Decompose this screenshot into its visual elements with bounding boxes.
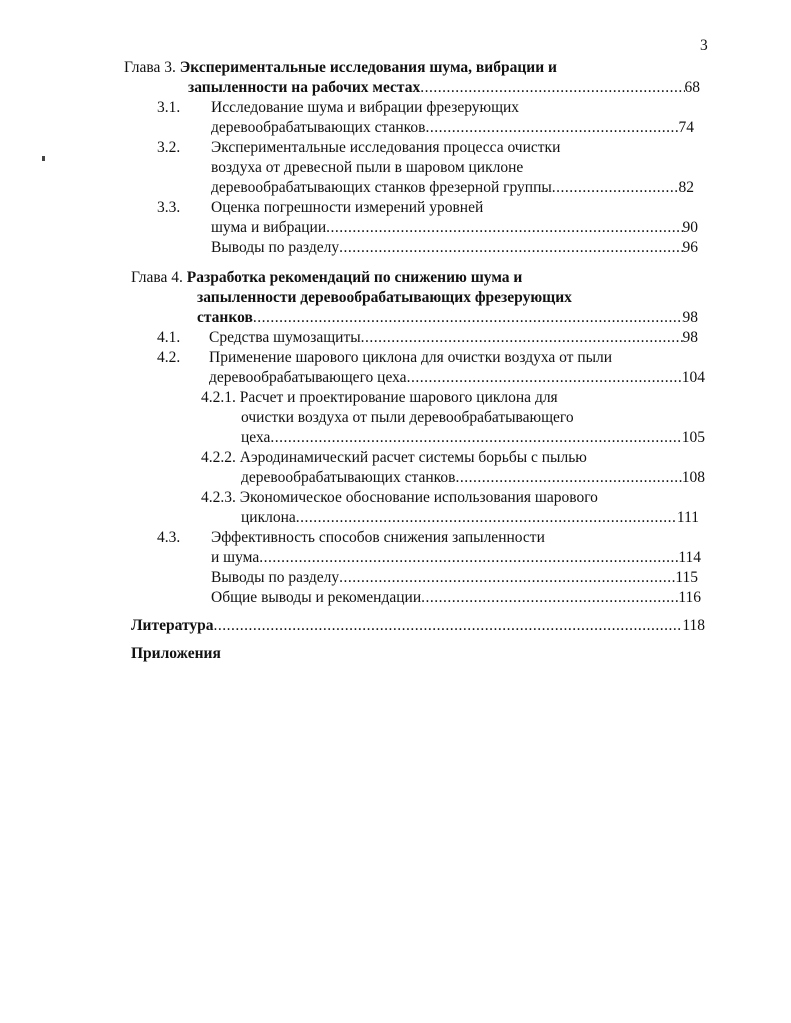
general-conclusions-page: 116 [678, 589, 701, 606]
section-4-1-title: Средства шумозащиты [209, 329, 361, 346]
section-3-1-title-line2: деревообрабатывающих станков [211, 119, 426, 136]
chapter-4-page: 98 [682, 309, 698, 326]
toc-appendices[interactable]: Приложения [131, 645, 221, 662]
section-4-3-title-line2: и шума [211, 549, 260, 566]
section-3-2-title-line1[interactable]: Экспериментальные исследования процесса очистки [211, 139, 561, 156]
section-4-2-3-title-line2: циклона [241, 509, 296, 526]
section-4-3-title-line1[interactable]: Эффективность способов снижения запыленности [211, 529, 545, 546]
toc-section-3-1-line2[interactable] [211, 118, 694, 138]
toc-section-4-2-2-line2[interactable] [241, 468, 705, 488]
toc-section-4-2-2-line1[interactable] [201, 448, 587, 468]
chapter-3-title-line2: запыленности на рабочих местах [188, 79, 421, 96]
toc-chapter-4-line3[interactable] [197, 308, 698, 328]
toc-chapter-3-line2[interactable] [188, 78, 700, 98]
leader-dots [270, 428, 681, 448]
section-4-2-page: 104 [681, 369, 705, 386]
section-3-3-title-line2: шума и вибрации [211, 219, 327, 236]
section-4-2-1-number: 4.2.1. [201, 389, 236, 406]
toc-section-4-2-3-line1[interactable] [201, 488, 598, 508]
section-3-2-page: 82 [678, 179, 694, 196]
leader-dots [552, 178, 679, 198]
toc-section-3-2-line3[interactable] [211, 178, 694, 198]
section-3-1-title-line1[interactable]: Исследование шума и вибрации фрезерующих [211, 99, 520, 116]
leader-dots [253, 308, 683, 328]
section-4-2-3-page: 111 [676, 509, 699, 526]
leader-dots [339, 568, 675, 588]
section-3-2-title-line3: деревообрабатывающих станков фрезерной группы [211, 179, 552, 196]
section-4-2-3-title-line1: Экономическое обоснование использования шарового [239, 489, 598, 506]
chapter-4-prefix: Глава 4. [131, 269, 183, 286]
leader-dots [326, 218, 682, 238]
leader-dots [339, 238, 682, 258]
section-3-3-title-line1[interactable]: Оценка погрешности измерений уровней [211, 199, 484, 216]
toc-literature[interactable] [131, 616, 705, 636]
section-3-3-number: 3.3. [157, 199, 181, 216]
section-3-1-page: 74 [678, 119, 694, 136]
section-4-2-2-page: 108 [681, 469, 705, 486]
section-3-2-title-line2[interactable]: воздуха от древесной пыли в шаровом циклоне [211, 159, 524, 176]
section-4-1-page: 98 [682, 329, 698, 346]
toc-chapter-3-conclusions[interactable] [211, 238, 698, 258]
leader-dots [421, 588, 678, 608]
section-4-2-1-title-line2[interactable]: очистки воздуха от пыли деревообрабатывающего [241, 409, 574, 426]
toc-chapter-3-heading[interactable] [124, 58, 557, 78]
section-4-2-2-title-line1: Аэродинамический расчет системы борьбы с пылью [239, 449, 587, 466]
chapter-3-conclusions-page: 96 [682, 239, 698, 256]
literature-label: Литература [131, 617, 214, 634]
leader-dots [420, 78, 684, 98]
chapter-3-title-line1: Экспериментальные исследования шума, вибрации и [179, 59, 557, 76]
toc-section-4-2-3-line2[interactable] [241, 508, 699, 528]
section-4-3-page: 114 [678, 549, 701, 566]
section-4-2-2-number: 4.2.2. [201, 449, 236, 466]
leader-dots [259, 548, 678, 568]
section-4-2-1-title-line1: Расчет и проектирование шарового циклона для [239, 389, 558, 406]
section-4-2-1-title-line3: цеха [241, 429, 271, 446]
chapter-4-title-line1: Разработка рекомендаций по снижению шума и [186, 269, 523, 286]
toc-section-4-2-1-line3[interactable] [241, 428, 705, 448]
chapter-4-conclusions-label: Выводы по разделу [211, 569, 340, 586]
section-4-2-1-page: 105 [681, 429, 705, 446]
toc-chapter-4-heading[interactable] [131, 268, 522, 288]
toc-section-4-1[interactable] [209, 328, 698, 348]
leader-dots [213, 616, 682, 636]
chapter-3-prefix: Глава 3. [124, 59, 176, 76]
leader-dots [455, 468, 681, 488]
leader-dots [361, 328, 683, 348]
leader-dots [425, 118, 678, 138]
toc-section-3-3-line2[interactable] [211, 218, 698, 238]
chapter-3-conclusions-label: Выводы по разделу [211, 239, 340, 256]
leader-dots [296, 508, 677, 528]
toc-chapter-4-conclusions[interactable] [211, 568, 698, 588]
section-4-2-title-line2: деревообрабатывающего цеха [209, 369, 407, 386]
section-3-2-number: 3.2. [157, 139, 181, 156]
chapter-3-page: 68 [684, 79, 700, 96]
section-4-2-3-number: 4.2.3. [201, 489, 236, 506]
toc-general-conclusions[interactable] [211, 588, 701, 608]
chapter-4-title-line3: станков [197, 309, 253, 326]
section-4-2-number: 4.2. [157, 349, 181, 366]
section-3-3-page: 90 [682, 219, 698, 236]
chapter-4-title-line2[interactable]: запыленности деревообрабатывающих фрезерующих [197, 289, 572, 306]
section-4-2-title-line1[interactable]: Применение шарового циклона для очистки воздуха от пыли [209, 349, 613, 366]
section-4-3-number: 4.3. [157, 529, 181, 546]
page-number: 3 [700, 37, 708, 54]
scan-speck [42, 156, 45, 161]
leader-dots [407, 368, 682, 388]
literature-page: 118 [682, 617, 705, 634]
toc-section-4-3-line2[interactable] [211, 548, 701, 568]
toc-section-4-2-1-line1[interactable] [201, 388, 558, 408]
section-4-1-number: 4.1. [157, 329, 181, 346]
chapter-4-conclusions-page: 115 [675, 569, 698, 586]
section-3-1-number: 3.1. [157, 99, 181, 116]
section-4-2-2-title-line2: деревообрабатывающих станков [241, 469, 456, 486]
general-conclusions-label: Общие выводы и рекомендации [211, 589, 422, 606]
toc-section-4-2-line2[interactable] [209, 368, 705, 388]
